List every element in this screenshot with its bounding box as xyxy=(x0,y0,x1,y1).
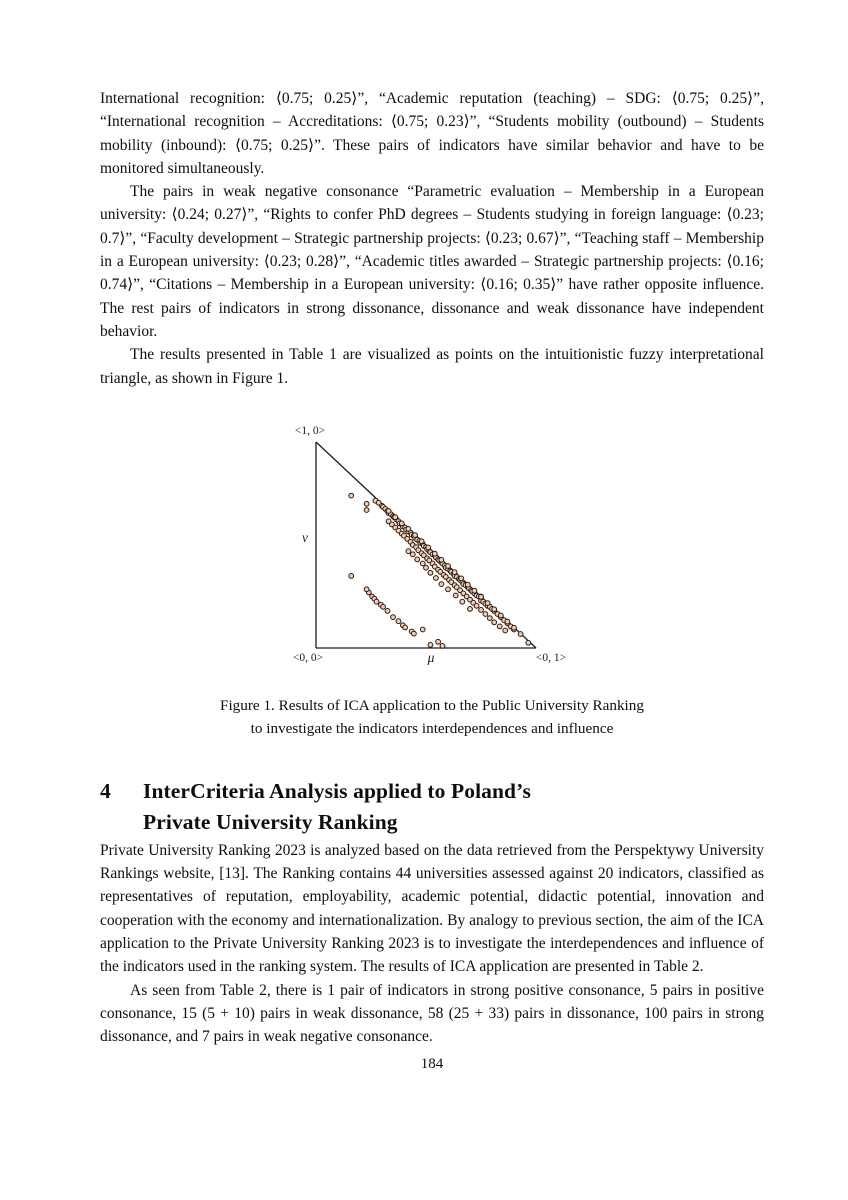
y-axis-label-nu: ν xyxy=(302,529,308,545)
section-heading xyxy=(100,776,764,839)
figure-caption-line2: to investigate the indicators interdependences and influence xyxy=(250,719,614,737)
figure-caption xyxy=(100,694,764,740)
top-vertex-label: <1, 0> xyxy=(294,424,326,437)
body-paragraph-consonance-pairs: International recognition: ⟨0.75; 0.25⟩”, “Academic reputation (teaching) – SDG: ⟨0.75; 0.25⟩”, “International recognition – Accreditations: ⟨0.75; 0.23⟩”, “Students mobility (outbound) – Students mobility (inbound): ⟨0.75; 0.25⟩”. These pairs of indicators have similar behavior and have to be monitored simultaneously. xyxy=(100,90,764,177)
figure-caption-line1: Figure 1. Results of ICA application to the Public University Ranking xyxy=(220,696,644,714)
triangle-scatter-plot xyxy=(284,421,576,667)
page-number: 184 xyxy=(420,1055,444,1072)
origin-vertex-label: <0, 0> xyxy=(292,651,324,664)
section-title-line1: InterCriteria Analysis applied to Poland’s xyxy=(143,778,532,803)
section-title-line2: Private University Ranking xyxy=(143,810,398,835)
body-paragraph-private-ranking: Private University Ranking 2023 is analyzed based on the data retrieved from the Perspektywy University Rankings website, [13]. The Ranking contains 44 universities assessed against 20 indicators, classified as representatives of reputation, employability, academic potential, didactic potential, innovation and cooperation with the economy and internationalization. By analogy to previous section, the aim of the ICA application to the Private University Ranking 2023 is to investigate the interdependences and influence of the indicators used in the ranking system. The results of ICA application are presented in Table 2. xyxy=(100,841,764,976)
figure-1 xyxy=(284,421,576,667)
body-paragraph-results-visualized: The results presented in Table 1 are visualized as points on the intuitionistic fuzzy interpretational triangle, as shown in Figure 1. xyxy=(100,346,764,387)
x-axis-label-mu: μ xyxy=(427,649,435,665)
body-paragraph-table2-summary: As seen from Table 2, there is 1 pair of indicators in strong positive consonance, 5 pairs in positive consonance, 15 (5 + 10) pairs in weak dissonance, 58 (25 + 33) pairs in dissonance, 100 pairs in strong dissonance, and 7 pairs in weak negative consonance. xyxy=(100,981,764,1046)
right-vertex-label: <0, 1> xyxy=(535,651,567,664)
section-number: 4 xyxy=(100,778,111,803)
body-paragraph-weak-negative-consonance: The pairs in weak negative consonance “Parametric evaluation – Membership in a European university: ⟨0.24; 0.27⟩”, “Rights to confer PhD degrees – Students studying in foreign language: ⟨0.23; 0.7⟩”, “Faculty development – Strategic partnership projects: ⟨0.23; 0.67⟩”, “Teaching staff – Membership in a European university: ⟨0.23; 0.28⟩”, “Academic titles awarded – Strategic partnership projects: ⟨0.16; 0.74⟩”, “Citations – Membership in a European university: ⟨0.16; 0.35⟩” have rather opposite influence. The rest pairs of indicators in strong dissonance, dissonance and weak dissonance have independent behavior. xyxy=(100,183,764,340)
scatter-points xyxy=(349,493,531,648)
section-title xyxy=(143,776,531,839)
